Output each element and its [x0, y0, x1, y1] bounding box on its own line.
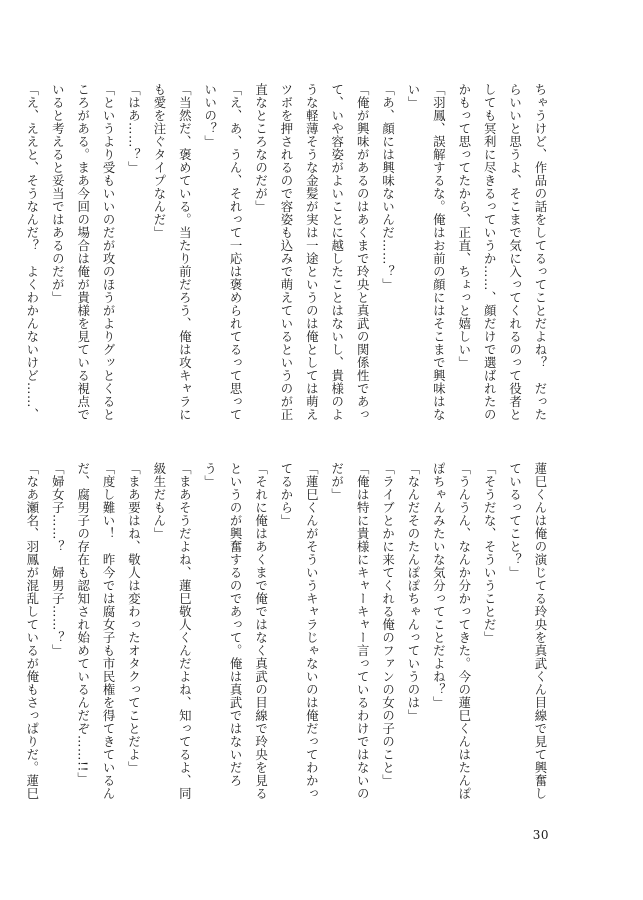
- text-line: ぽちゃんみたいな気分ってことだよね？」: [431, 462, 447, 709]
- text-line: 「婦女子……？ 婦男子……？」: [50, 462, 66, 657]
- text-line: 「え、あ、うん、それって一応は褒められてるって思って: [228, 83, 244, 421]
- text-line: 「うんうん、なんか分かってきた。今の蓮巳くんはたんぽ: [456, 462, 472, 800]
- text-line: 「まあ要はね、敬人は変わったオタクってことだよ」: [126, 462, 142, 774]
- text-line: ちゃうけど、作品の話をしてるってことだよね？ だった: [533, 83, 548, 421]
- text-line: かもって思ってたから、正直、ちょっと嬉しい」: [456, 83, 472, 369]
- text-line: い」: [405, 83, 421, 109]
- text-line: ているってこと？」: [507, 462, 523, 579]
- text-line: 「え、ええと、そうなんだ？ よくわかんないけど……、: [24, 83, 40, 421]
- text-line: 「俺は特に貴様にキャーキャー言っているわけではないの: [355, 462, 371, 800]
- text-line: も愛を注ぐタイプなんだ」: [151, 83, 167, 239]
- lower-text-block: [19, 462, 553, 800]
- text-line: うな軽薄そうな金髪が実は一途というのは俺としては萌え: [304, 83, 320, 421]
- text-line: 「はあ……？」: [126, 83, 142, 174]
- text-line: だ、腐男子の存在も認知され始めているんだぞ……!!」: [75, 462, 91, 786]
- text-line: 「ライブとかに来てくれる俺のファンの女の子のこと」: [380, 462, 396, 787]
- text-line: て、いや容姿がよいことに越したことはないし、貴様のよ: [329, 83, 345, 421]
- text-line: らいいと思うよ、そこまで気に入ってくれるのって役者と: [507, 83, 523, 421]
- text-line: しても冥利に尽きるっていうか……、顔だけで選ばれたの: [482, 83, 498, 421]
- text-line: 「なんだそのたんぽぽちゃんっていうのは」: [405, 462, 421, 722]
- text-line: 直なところなのだが」: [253, 83, 269, 213]
- text-line: 「羽鳳、誤解するな。俺はお前の顔にはそこまで興味はな: [431, 83, 447, 421]
- text-line: というのが興奮するのであって。俺は真武ではないだろ: [228, 462, 244, 787]
- text-line: 「まあそうだよね、蓮巳敬人くんだよね、知ってるよ、同: [177, 462, 193, 800]
- text-line: 「俺が興味があるのはあくまで玲央と真武の関係性であっ: [355, 83, 371, 421]
- text-line: 「当然だ、褒めている。当たり前だろう、俺は攻キャラに: [177, 83, 193, 421]
- text-line: う」: [202, 462, 218, 488]
- page-number: 30: [532, 828, 549, 842]
- text-line: 「そうだな、そういうことだ」: [482, 462, 498, 644]
- text-line: 蓮巳くんは俺の演じてる玲央を真武くん目線で見て興奮し: [533, 462, 548, 800]
- text-line: 「というより受もいいのだが攻のほうがよりグッとくると: [101, 83, 117, 421]
- text-line: ころがある。まあ今回の場合は俺が貴様を見ている視点で: [75, 83, 91, 421]
- text-line: いると考えると妥当ではあるのだが」: [50, 83, 66, 304]
- text-line: 「あ、顔には興味ないんだ……？」: [380, 83, 396, 291]
- text-line: 「なあ瀬名、羽鳳が混乱しているが俺もさっぱりだ。蓮巳: [24, 462, 40, 800]
- text-line: いいの？」: [202, 83, 218, 148]
- text-line: だが」: [329, 462, 345, 501]
- text-line: てるから」: [278, 462, 294, 527]
- upper-text-block: [19, 83, 553, 421]
- text-line: 「度し難い！ 昨今では腐女子も市民権を得てきているん: [101, 462, 117, 800]
- text-line: 「蓮巳くんがそういうキャラじゃないのは俺だってわかっ: [304, 462, 320, 800]
- text-line: ツボを押されるので容姿も込みで萌えているというのが正: [278, 83, 294, 421]
- text-line: 「それに俺はあくまで俺ではなく真武の目線で玲央を見る: [253, 462, 269, 800]
- text-line: 級生だもん」: [151, 462, 167, 540]
